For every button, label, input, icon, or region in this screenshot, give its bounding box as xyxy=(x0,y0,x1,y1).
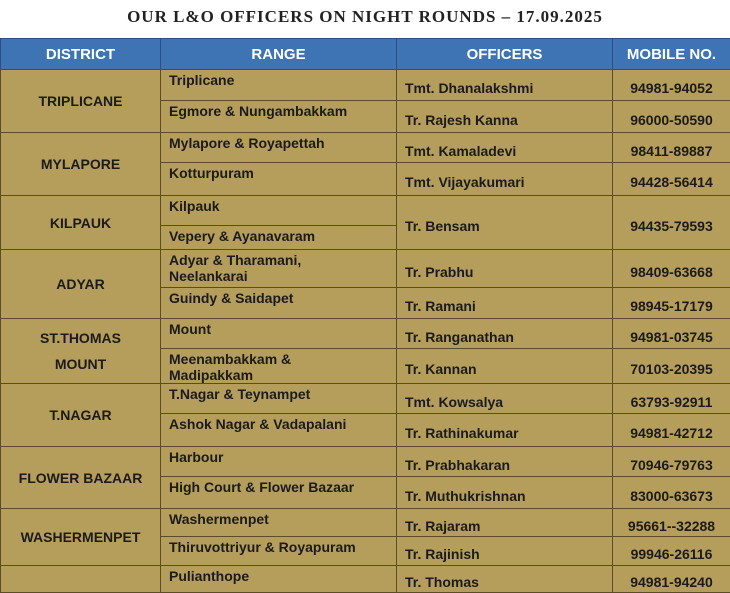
mobile-cell: 96000-50590 xyxy=(613,101,730,133)
range-cell: Kilpauk xyxy=(161,196,397,226)
mobile-cell: 70946-79763 xyxy=(613,447,730,477)
mobile-cell: 98409-63668 xyxy=(613,250,730,288)
mobile-cell: 98411-89887 xyxy=(613,133,730,163)
range-cell: Pulianthope xyxy=(161,566,397,593)
mobile-cell: 94981-03745 xyxy=(613,319,730,349)
table-row xyxy=(1,319,730,349)
officer-cell: Tr. Muthukrishnan xyxy=(397,477,613,509)
range-cell: Vepery & Ayanavaram xyxy=(161,226,397,250)
table-row xyxy=(1,447,730,477)
officer-cell: Tr. Kannan xyxy=(397,349,613,384)
range-cell: Triplicane xyxy=(161,70,397,101)
officer-cell: Tr. Prabhakaran xyxy=(397,447,613,477)
range-cell: Guindy & Saidapet xyxy=(161,288,397,319)
table-row xyxy=(1,133,730,163)
page-title: OUR L&O OFFICERS ON NIGHT ROUNDS – 17.09.2025 xyxy=(0,0,730,38)
district-cell: T.NAGAR xyxy=(1,384,161,447)
mobile-cell: 94435-79593 xyxy=(613,196,730,250)
table-row xyxy=(1,509,730,537)
officer-cell: Tmt. Vijayakumari xyxy=(397,163,613,196)
range-cell: Adyar & Tharamani, Neelankarai xyxy=(161,250,397,288)
header-district: DISTRICT xyxy=(1,39,161,70)
district-cell: TRIPLICANE xyxy=(1,70,161,133)
range-cell: Thiruvottriyur & Royapuram xyxy=(161,537,397,566)
officer-cell: Tmt. Kowsalya xyxy=(397,384,613,414)
range-cell: T.Nagar & Teynampet xyxy=(161,384,397,414)
range-cell: High Court & Flower Bazaar xyxy=(161,477,397,509)
district-cell xyxy=(1,566,161,593)
district-cell: FLOWER BAZAAR xyxy=(1,447,161,509)
header-mobile: MOBILE NO. xyxy=(613,39,730,70)
table-row xyxy=(1,250,730,288)
officer-cell: Tmt. Kamaladevi xyxy=(397,133,613,163)
range-cell: Egmore & Nungambakkam xyxy=(161,101,397,133)
district-cell: ST.THOMAS MOUNT xyxy=(1,319,161,384)
range-cell: Meenambakkam & Madipakkam xyxy=(161,349,397,384)
table-row xyxy=(1,384,730,414)
officer-cell: Tr. Rajesh Kanna xyxy=(397,101,613,133)
mobile-cell: 98945-17179 xyxy=(613,288,730,319)
officer-cell: Tr. Thomas xyxy=(397,566,613,593)
range-cell: Ashok Nagar & Vadapalani xyxy=(161,414,397,447)
mobile-cell: 70103-20395 xyxy=(613,349,730,384)
officer-cell: Tmt. Dhanalakshmi xyxy=(397,70,613,101)
officer-cell: Tr. Rajaram xyxy=(397,509,613,537)
range-cell: Mylapore & Royapettah xyxy=(161,133,397,163)
officers-table xyxy=(0,38,730,593)
header-range: RANGE xyxy=(161,39,397,70)
table-row xyxy=(1,196,730,226)
mobile-cell: 95661--32288 xyxy=(613,509,730,537)
district-cell: MYLAPORE xyxy=(1,133,161,196)
officer-cell: Tr. Rajinish xyxy=(397,537,613,566)
mobile-cell: 94981-94240 xyxy=(613,566,730,593)
mobile-cell: 83000-63673 xyxy=(613,477,730,509)
range-cell: Harbour xyxy=(161,447,397,477)
officer-cell: Tr. Bensam xyxy=(397,196,613,250)
mobile-cell: 94981-94052 xyxy=(613,70,730,101)
table-row xyxy=(1,70,730,101)
range-cell: Washermenpet xyxy=(161,509,397,537)
mobile-cell: 94981-42712 xyxy=(613,414,730,447)
district-cell: ADYAR xyxy=(1,250,161,319)
district-cell: KILPAUK xyxy=(1,196,161,250)
table-header-row xyxy=(1,39,730,70)
range-cell: Kotturpuram xyxy=(161,163,397,196)
mobile-cell: 94428-56414 xyxy=(613,163,730,196)
district-cell: WASHERMENPET xyxy=(1,509,161,566)
mobile-cell: 63793-92911 xyxy=(613,384,730,414)
table-row xyxy=(1,566,730,593)
header-officers: OFFICERS xyxy=(397,39,613,70)
officer-cell: Tr. Prabhu xyxy=(397,250,613,288)
mobile-cell: 99946-26116 xyxy=(613,537,730,566)
officer-cell: Tr. Ramani xyxy=(397,288,613,319)
officer-cell: Tr. Ranganathan xyxy=(397,319,613,349)
range-cell: Mount xyxy=(161,319,397,349)
officer-cell: Tr. Rathinakumar xyxy=(397,414,613,447)
